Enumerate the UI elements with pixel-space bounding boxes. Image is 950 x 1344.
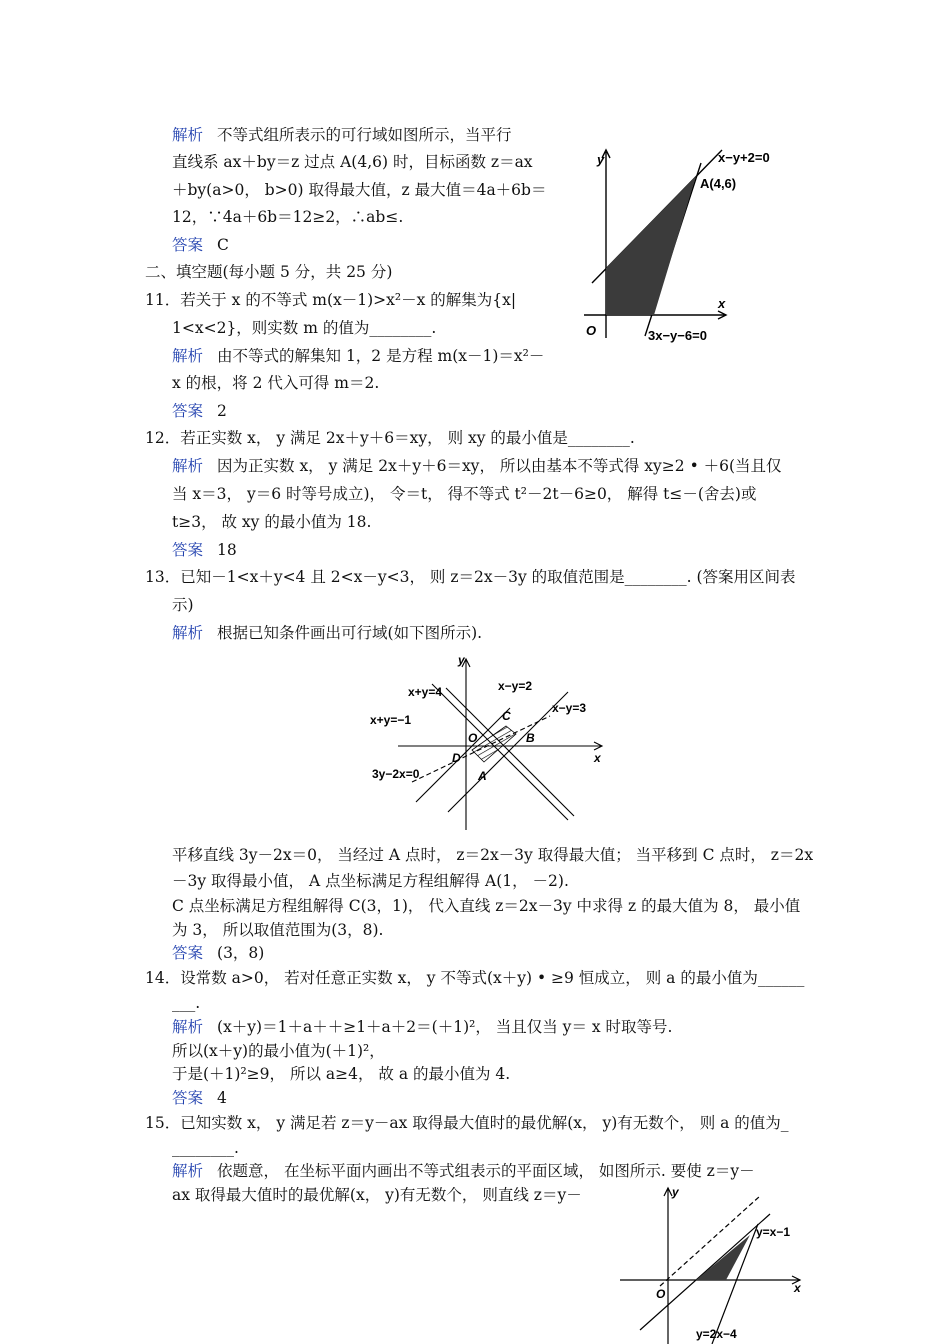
text-line: 答案 (3，8): [172, 944, 265, 962]
feasible-region-figure-1: [570, 140, 790, 350]
feasible-region: [606, 176, 696, 315]
origin-label: O: [586, 323, 597, 338]
text-line: 解析 根据已知条件画出可行域(如下图所示).: [172, 624, 483, 642]
line-y-2x-4: [712, 1224, 758, 1344]
origin-label: O: [656, 1287, 666, 1301]
question-13: 13．已知－1<x＋y<4 且 2<x－y<3， 则 z＝2x－3y 的取值范围是________. (答案用区间表: [145, 568, 796, 586]
text-line: 答案 2: [172, 402, 227, 420]
origin-label: O: [468, 731, 478, 745]
text-line: 解析 因为正实数 x， y 满足 2x＋y＋6＝xy， 所以由基本不等式得 xy≥2 • ＋6(当且仅: [172, 457, 782, 475]
x-label: x: [594, 751, 601, 765]
answer-label: 答案: [172, 541, 204, 559]
line-label-y-x-1: y=x−1: [756, 1225, 791, 1239]
y-label: y: [672, 1185, 679, 1199]
text-line: ___.: [172, 994, 201, 1012]
answer-label: 答案: [172, 402, 204, 420]
text-line: t≥3， 故 xy 的最小值为 18.: [172, 513, 372, 531]
y-label: y: [597, 152, 605, 167]
feasible-region-figure-2: [360, 650, 630, 835]
text-line: 答案 C: [172, 236, 229, 254]
point-label-b: B: [526, 731, 535, 745]
line-label-x-plus-y-4: x+y=4: [408, 685, 443, 699]
line-label-x-minus-y-3: x−y=3: [552, 701, 587, 715]
point-label-a: A: [478, 769, 487, 783]
text-line: ＋by(a>0， b>0) 取得最大值，z 最大值＝4a＋6b＝: [172, 181, 547, 199]
text-line: 所以(x＋y)的最小值为(＋1)²，: [172, 1042, 385, 1060]
text-line: 解析 由不等式的解集知 1，2 是方程 m(x－1)＝x²－: [172, 347, 545, 365]
line-x-plus-y-neg1: [416, 708, 510, 802]
text-line: 为 3， 所以取值范围为(3，8).: [172, 921, 384, 939]
text-line: 答案 4: [172, 1089, 227, 1107]
text-line: 示): [172, 596, 194, 614]
analysis-label: 解析: [172, 457, 204, 475]
analysis-label: 解析: [172, 1018, 204, 1036]
text-line: 解析 (x＋y)＝1＋a＋＋≥1＋a＋2＝(＋1)²， 当且仅当 y＝ x 时取等号.: [172, 1018, 673, 1036]
line-label-3y-2x: 3y−2x=0: [372, 767, 420, 781]
question-14: 14．设常数 a>0， 若对任意正实数 x， y 不等式(x＋y) • ≥9 恒成立， 则 a 的最小值为______: [145, 969, 805, 987]
answer-label: 答案: [172, 236, 204, 254]
question-15: 15．已知实数 x， y 满足若 z＝y－ax 取得最大值时的最优解(x， y)有无数个， 则 a 的值为_: [145, 1114, 789, 1132]
question-11: 11．若关于 x 的不等式 m(x－1)>x²－x 的解集为{x|: [145, 291, 517, 309]
line-y-x-1: [640, 1214, 770, 1330]
feasible-region-figure-3: [610, 1180, 820, 1344]
point-label-c: C: [502, 709, 511, 723]
text-line: 当 x＝3， y＝6 时等号成立)， 令＝t， 得不等式 t²－2t－6≥0， 解得 t≤－(舍去)或: [172, 485, 757, 503]
text-line: ax 取得最大值时的最优解(x， y)有无数个， 则直线 z＝y－: [172, 1186, 582, 1204]
text-line: 解析 不等式组所表示的可行域如图所示，当平行: [172, 126, 512, 144]
answer-label: 答案: [172, 944, 204, 962]
text-line: x 的根，将 2 代入可得 m＝2.: [172, 374, 380, 392]
text-line: 答案 18: [172, 541, 237, 559]
text-line: 解析 依题意， 在坐标平面内画出不等式组表示的平面区域， 如图所示. 要使 z＝y－: [172, 1162, 755, 1180]
answer-label: 答案: [172, 1089, 204, 1107]
text-line: 12，∵4a＋6b＝12≥2，∴ab≤.: [172, 208, 404, 226]
text-line: C 点坐标满足方程组解得 C(3，1)， 代入直线 z＝2x－3y 中求得 z 的最大值为 8， 最小值: [172, 897, 801, 915]
x-label: x: [718, 296, 726, 311]
text-line: －3y 取得最小值， A 点坐标满足方程组解得 A(1， －2).: [172, 872, 569, 890]
point-label-a: A(4,6): [700, 176, 737, 191]
analysis-label: 解析: [172, 347, 204, 365]
line-label-x-plus-y-neg1: x+y=−1: [370, 713, 412, 727]
line-label-y-2x-4: y=2x−4: [696, 1327, 737, 1341]
point-label-d: D: [452, 751, 461, 765]
analysis-label: 解析: [172, 126, 204, 144]
text-line: 直线系 ax＋by＝z 过点 A(4,6) 时，目标函数 z＝ax: [172, 153, 533, 171]
text-line: ________.: [172, 1139, 239, 1157]
text-line: 平移直线 3y－2x＝0， 当经过 A 点时， z＝2x－3y 取得最大值； 当平移到 C 点时， z＝2x: [172, 846, 814, 864]
analysis-label: 解析: [172, 1162, 204, 1180]
x-label: x: [794, 1281, 801, 1295]
text-line: 1<x<2}，则实数 m 的值为________.: [172, 319, 437, 337]
feasible-region: [472, 726, 516, 762]
question-12: 12．若正实数 x， y 满足 2x＋y＋6＝xy， 则 xy 的最小值是________.: [145, 429, 635, 447]
line-label-2: 3x−y−6=0: [648, 328, 707, 343]
analysis-label: 解析: [172, 624, 204, 642]
text-line: 于是(＋1)²≥9， 所以 a≥4， 故 a 的最小值为 4.: [172, 1065, 511, 1083]
line-label-1: x−y+2=0: [718, 150, 770, 165]
y-label: y: [458, 653, 465, 667]
line-label-x-minus-y-2: x−y=2: [498, 679, 533, 693]
section-heading: 二、填空题(每小题 5 分，共 25 分): [145, 263, 393, 281]
